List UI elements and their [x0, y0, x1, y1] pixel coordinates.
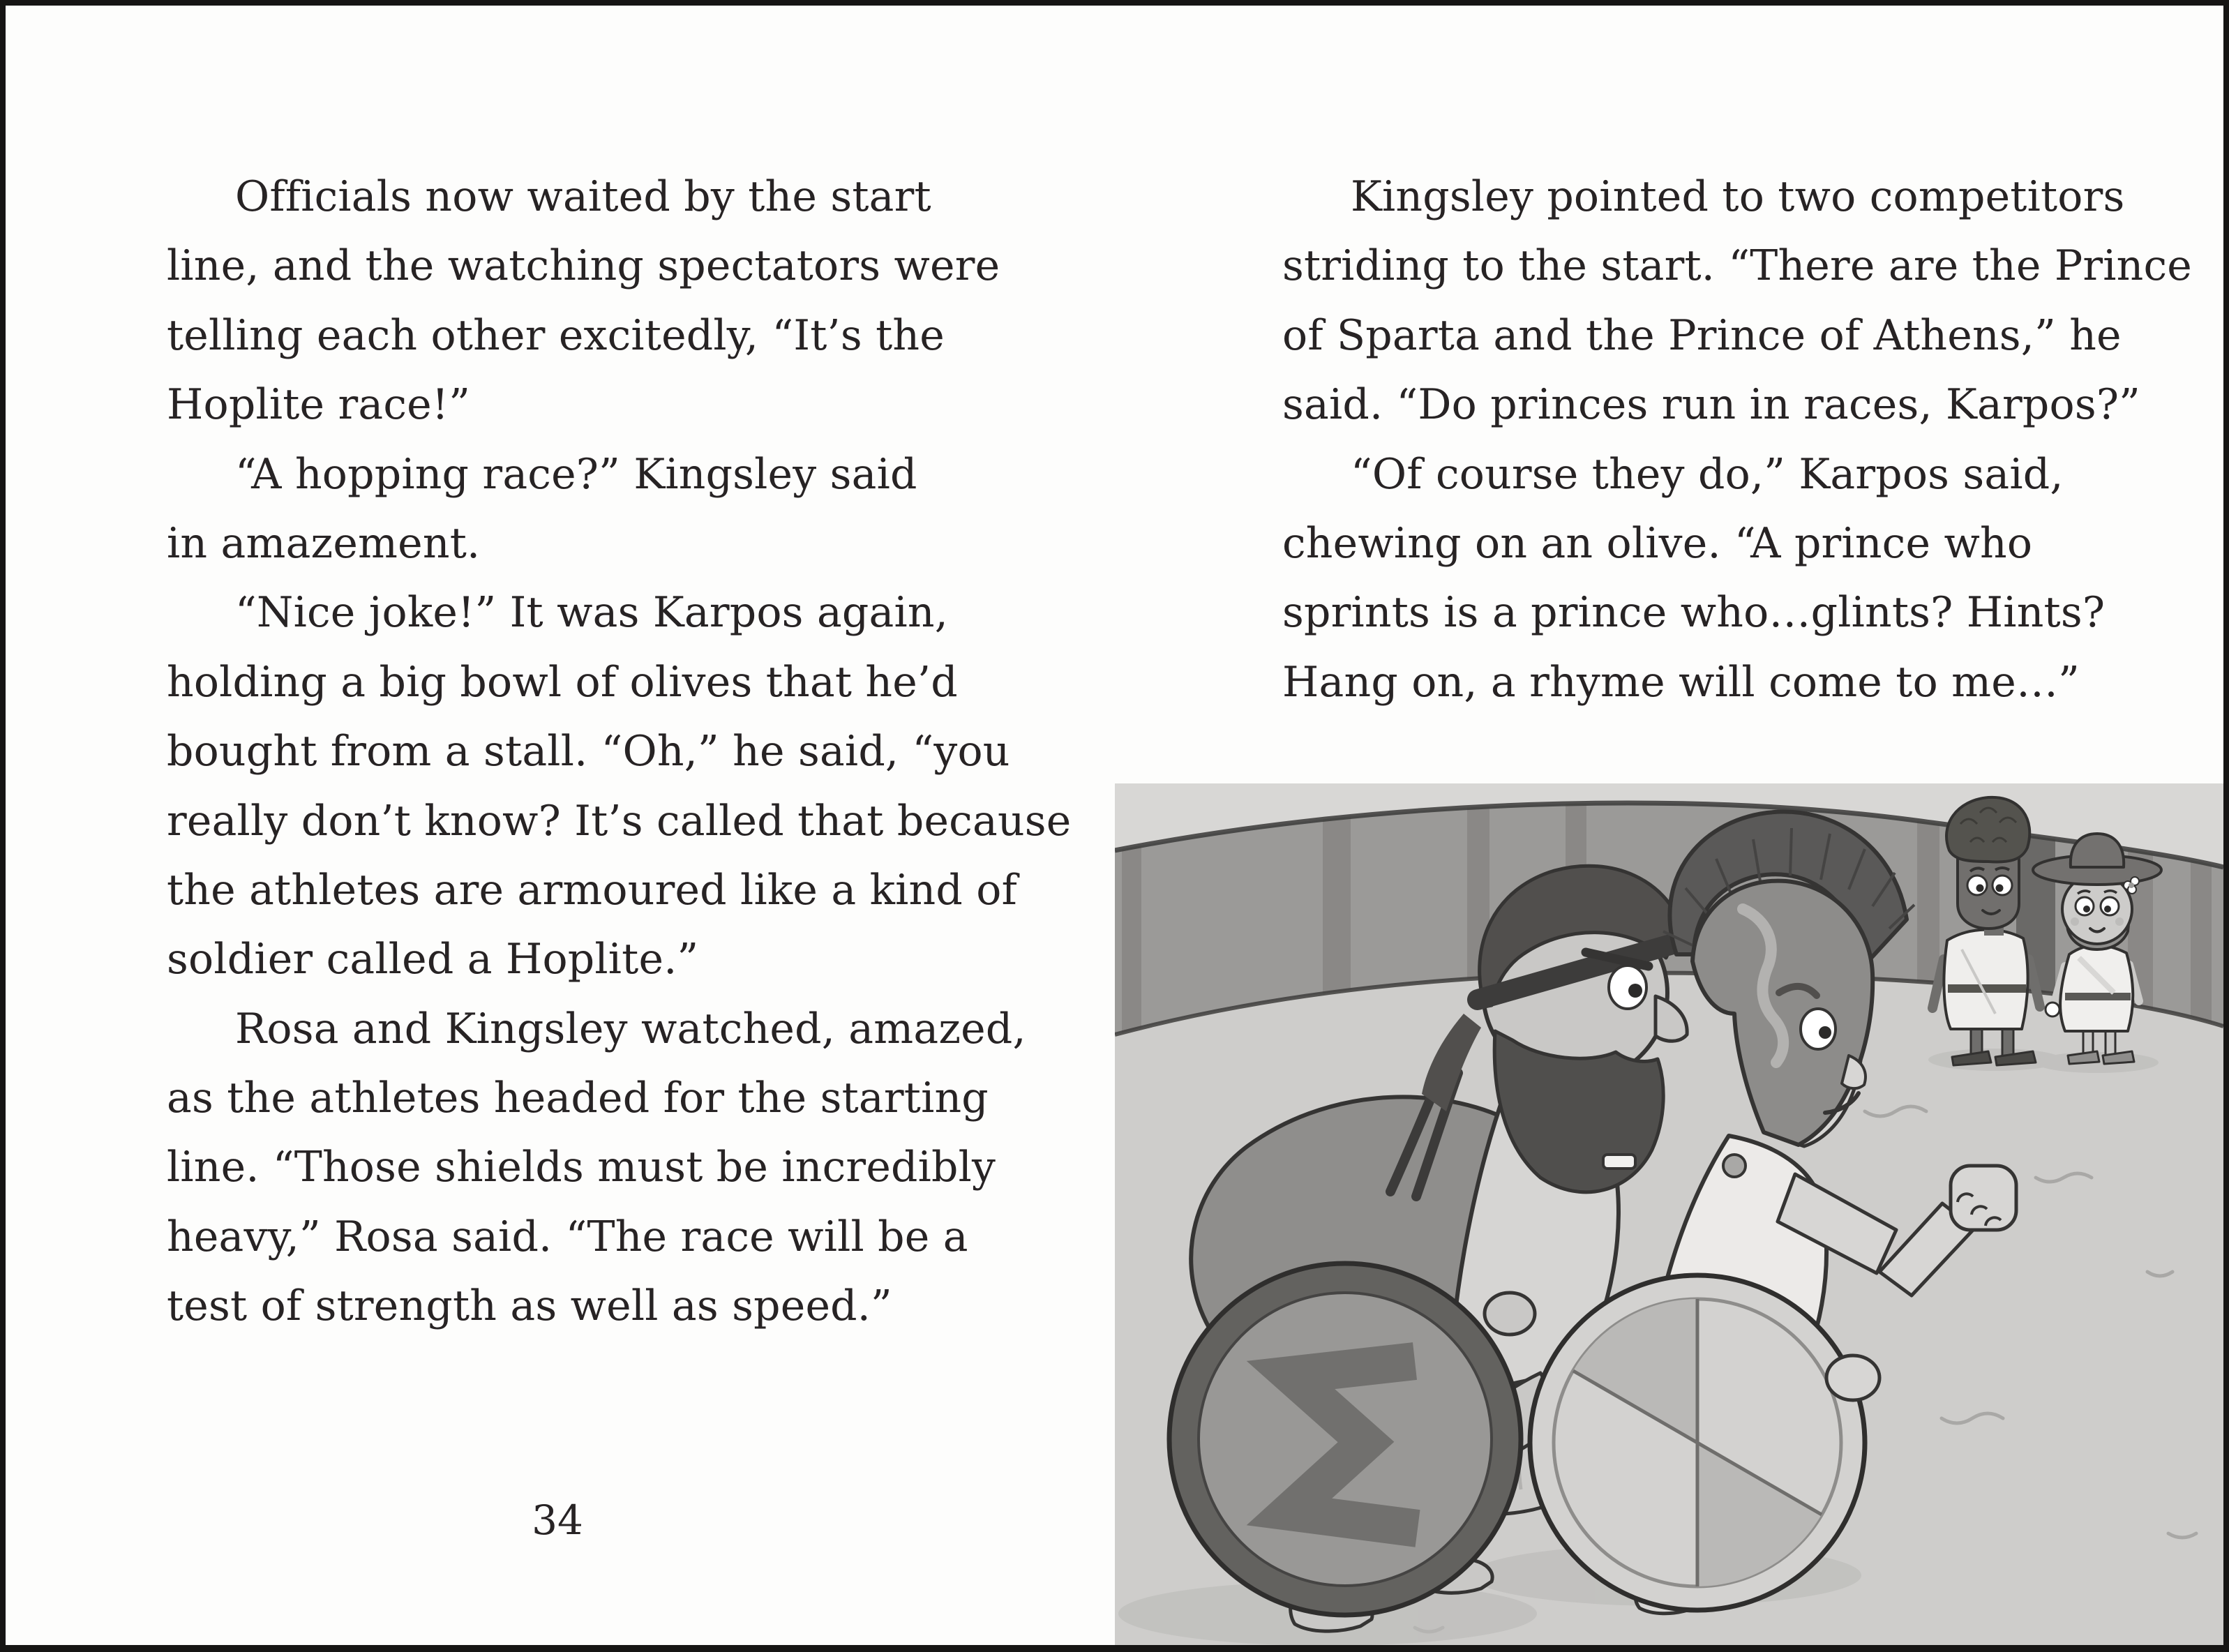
rosa-tunic — [2060, 945, 2133, 1031]
kingsley-eye-right — [1992, 876, 2012, 895]
text-line: really don’t know? It’s called that because — [167, 796, 1072, 846]
book-spread — [6, 6, 2223, 1645]
kingsley-tunic — [1944, 930, 2027, 1029]
text-line: said. “Do princes run in races, Karpos?” — [1282, 380, 2141, 430]
text-line: bought from a stall. “Oh,” he said, “you — [167, 727, 1010, 776]
text-line: line, and the watching spectators were — [167, 241, 1000, 291]
text-line: telling each other excitedly, “It’s the — [167, 310, 945, 360]
kingsley-eye-left — [1967, 876, 1987, 895]
rosa-watch — [2046, 1003, 2059, 1016]
text-line: as the athletes headed for the starting — [167, 1074, 989, 1123]
athenian-pupil — [1819, 1026, 1831, 1039]
arena-scene — [1115, 783, 2223, 1645]
athenian-hand — [1826, 1356, 1879, 1400]
text-line: Officials now waited by the start — [235, 172, 931, 221]
text-line: chewing on an olive. “A prince who — [1282, 518, 2033, 568]
rosa-hat-dome — [2071, 834, 2124, 867]
text-line: Rosa and Kingsley watched, amazed, — [235, 1004, 1026, 1053]
text-line: Kingsley pointed to two competitors — [1351, 172, 2125, 221]
text-line: in amazement. — [167, 518, 481, 568]
text-line: holding a big bowl of olives that he’d — [167, 657, 958, 707]
text-line: line. “Those shields must be incredibly — [167, 1143, 996, 1192]
kingsley-belt — [1948, 984, 2026, 993]
text-line: heavy,” Rosa said. “The race will be a — [167, 1212, 968, 1261]
text-line: test of strength as well as speed.” — [167, 1282, 892, 1331]
text-line: striding to the start. “There are the Prince — [1282, 241, 2193, 291]
text-line: of Sparta and the Prince of Athens,” he — [1282, 310, 2122, 360]
right-page-text — [1282, 163, 2210, 717]
text-line: the athletes are armoured like a kind of — [167, 865, 1018, 915]
text-line: Hoplite race!” — [167, 380, 471, 430]
left-page-text — [167, 163, 1081, 1342]
rosa-belt — [2065, 993, 2131, 1000]
text-line: “Nice joke!” It was Karpos again, — [235, 588, 949, 638]
text-line: Hang on, a rhyme will come to me…” — [1282, 657, 2080, 707]
page-number: 34 — [532, 1496, 583, 1544]
spartan-hand — [1485, 1293, 1535, 1335]
text-line: sprints is a prince who…glints? Hints? — [1282, 588, 2106, 638]
text-line: soldier called a Hoplite.” — [167, 935, 699, 984]
text-line: “Of course they do,” Karpos said, — [1351, 449, 2064, 499]
spartan-pupil — [1628, 984, 1642, 998]
text-line: “A hopping race?” Kingsley said — [235, 449, 917, 499]
spartan-teeth — [1603, 1155, 1635, 1169]
tunic-brooch — [1723, 1155, 1746, 1177]
story-illustration — [1115, 783, 2223, 1645]
athenian-eye — [1801, 1009, 1836, 1049]
